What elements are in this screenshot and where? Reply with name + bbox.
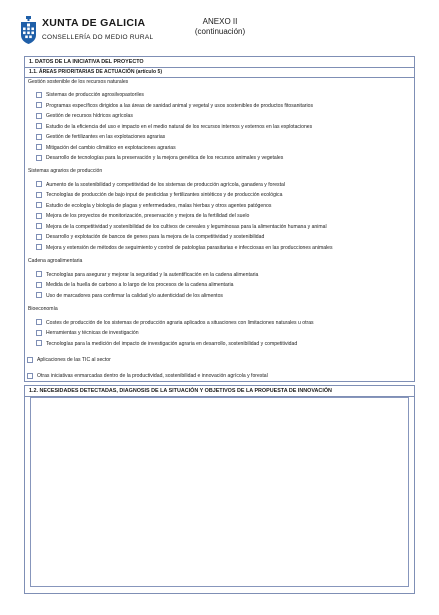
- priority-area-option[interactable]: [36, 228, 265, 240]
- option-label: Mejora de la competitividad y sostenibilidad de los cultivos de cereales y leguminosas para la alimentación humana y animal: [46, 223, 327, 230]
- priority-area-option[interactable]: [36, 324, 139, 336]
- annex-subtitle: (continuación): [194, 27, 246, 36]
- checkbox[interactable]: [36, 244, 42, 250]
- priority-area-option[interactable]: [27, 367, 268, 379]
- galicia-shield-icon: [21, 16, 36, 44]
- option-label: Uso de marcadores para confirmar la calidad y/o autenticidad de los alimentos: [46, 292, 223, 299]
- option-label: Otras iniciativas enmarcadas dentro de la productividad, sostenibilidad e innovación agrícola y forestal: [37, 372, 268, 379]
- option-label: Medida de la huella de carbono a lo largo de los procesos de la cadena alimentaria: [46, 281, 234, 288]
- checkbox[interactable]: [27, 357, 33, 363]
- category-label: Cadena agroalimentaria: [28, 258, 83, 264]
- needs-diagnosis-textarea[interactable]: [30, 397, 409, 587]
- option-label: Aplicaciones de las TIC al sector: [37, 356, 111, 363]
- priority-area-option[interactable]: [36, 139, 176, 151]
- option-label: Estudio de la eficiencia del uso e impacto en el medio natural de los recursos internos y externos en las explotaciones: [46, 123, 313, 130]
- option-label: Sistemas de producción agrosilvopastoriles: [46, 91, 144, 98]
- priority-area-option[interactable]: [27, 351, 111, 363]
- priority-area-option[interactable]: [36, 218, 327, 230]
- priority-area-option[interactable]: [36, 176, 285, 188]
- section-title: 1. DATOS DE LA INICIATIVA DEL PROYECTO: [25, 57, 414, 68]
- option-label: Gestión de recursos hídricos agrícolas: [46, 112, 133, 119]
- checkbox[interactable]: [36, 292, 42, 298]
- option-label: Herramientas y técnicas de investigación: [46, 329, 139, 336]
- project-initiative-section: [24, 56, 415, 382]
- priority-area-option[interactable]: [36, 239, 333, 251]
- option-label: Gestión de fertilizantes en las explotaciones agrarias: [46, 133, 166, 140]
- priority-area-option[interactable]: [36, 207, 250, 219]
- option-label: Mejora de los proyectos de monitorización, preservación y mejora de la fertilidad del suelo: [46, 212, 250, 219]
- priority-area-option[interactable]: [36, 276, 234, 288]
- category-label: Sistemas agrarios de producción: [28, 168, 103, 174]
- section-subtitle: 1.1. ÁREAS PRIORITARIAS DE ACTUACIÓN (artículo 5): [25, 68, 414, 78]
- option-label: Aumento de la sostenibilidad y competitividad de los sistemas de producción agrícola, ganadera y forestal: [46, 181, 285, 188]
- option-label: Tecnologías para asegurar y mejorar la seguridad y la autentificación en la cadena alimentaria: [46, 271, 259, 278]
- checkbox[interactable]: [36, 340, 42, 346]
- option-label: Desarrollo y explotación de bancos de genes para la mejora de la competitividad y sostenibilidad: [46, 233, 265, 240]
- option-label: Costes de producción de los sistemas de producción agraria aplicados a situaciones con limitaciones naturales u otras: [46, 319, 314, 326]
- category-label: Bioeconomía: [28, 306, 58, 312]
- option-label: Estudio de ecología y biología de plagas y enfermedades, malas hierbas y otros agentes patógenos: [46, 202, 272, 209]
- checkbox[interactable]: [27, 373, 33, 379]
- annex-heading: [160, 17, 280, 37]
- option-label: Desarrollo de tecnologías para la preservación y la mejora genética de los recursos animales y vegetales: [46, 154, 284, 161]
- priority-area-option[interactable]: [36, 86, 144, 98]
- section-title: 1.2. NECESIDADES DETECTADAS, DIAGNOSIS DE LA SITUACIÓN Y OBJETIVOS DE LA PROPUESTA DE INNOVACIÓN: [25, 386, 414, 397]
- priority-area-option[interactable]: [36, 149, 284, 161]
- priority-area-option[interactable]: [36, 287, 223, 299]
- option-label: Tecnologías para la medición del impacto de investigación agraria en desarrollo, sostenibilidad y competitividad: [46, 340, 298, 347]
- checkbox[interactable]: [36, 155, 42, 161]
- priority-area-option[interactable]: [36, 128, 166, 140]
- option-label: Mitigación del cambio climático en explotaciones agrarias: [46, 144, 176, 151]
- priority-area-option[interactable]: [36, 118, 313, 130]
- priority-area-option[interactable]: [36, 186, 283, 198]
- annex-title: ANEXO II: [202, 17, 238, 26]
- brand-name: XUNTA DE GALICIA: [42, 17, 146, 29]
- needs-diagnosis-section: [24, 385, 415, 594]
- priority-area-option[interactable]: [36, 107, 133, 119]
- option-label: Programas específicos dirigidos a las áreas de sanidad animal y vegetal y usos sostenibles de productos fitosanitarios: [46, 102, 313, 109]
- priority-area-option[interactable]: [36, 197, 272, 209]
- department-name: CONSELLERÍA DO MEDIO RURAL: [42, 34, 154, 41]
- priority-area-option[interactable]: [36, 97, 313, 109]
- option-label: Tecnologías de producción de bajo input de pesticidas y fertilizantes sintéticos y de producción ecológica: [46, 191, 283, 198]
- option-label: Mejora y extensión de métodos de seguimiento y control de patologías parasitarias e infecciosas en las producciones animales: [46, 244, 333, 251]
- category-label: Gestión sostenible de los recursos naturales: [28, 79, 129, 85]
- priority-area-option[interactable]: [36, 266, 259, 278]
- priority-area-option[interactable]: [36, 335, 298, 347]
- priority-area-option[interactable]: [36, 314, 314, 326]
